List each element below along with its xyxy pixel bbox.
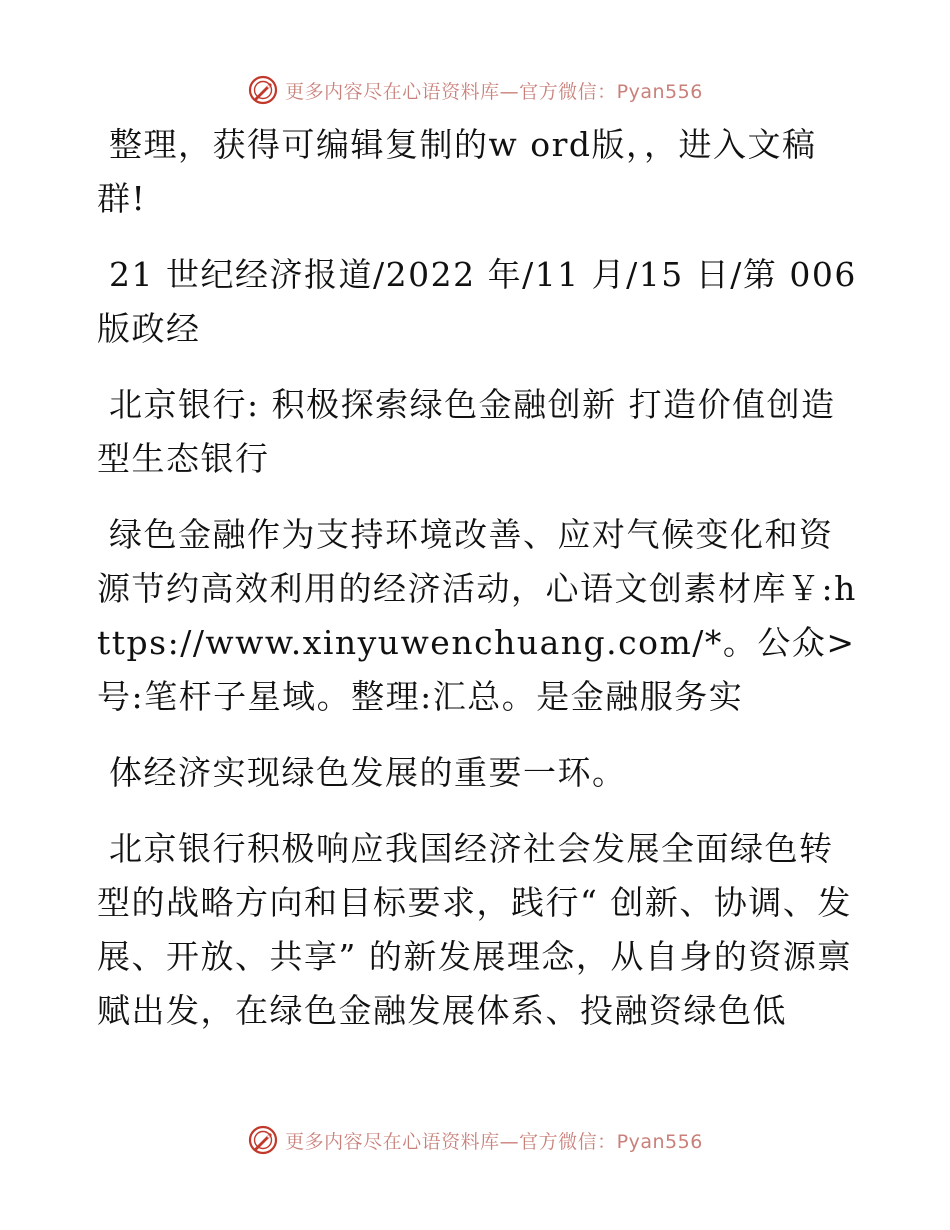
document-body [97, 118, 857, 1060]
header-banner-text: 更多内容尽在心语资料库—官方微信：Pyan556 [285, 80, 703, 103]
pen-nib-logo-icon [247, 1124, 279, 1156]
footer-banner-text: 更多内容尽在心语资料库—官方微信：Pyan556 [285, 1130, 703, 1153]
footer-banner [0, 1120, 950, 1160]
pen-nib-logo-icon [247, 74, 279, 106]
paragraph-intro: 整理，获得可编辑复制的w ord版，，进入文稿群! [97, 125, 817, 218]
paragraph-body-1: 绿色金融作为支持环境改善、应对气候变化和资源节约高效利用的经济活动，心语文创素材库￥:https://www.xinyuwenchuang.com/*。公众>号:笔杆子星域。整理:汇总。是金融服务实 [97, 515, 857, 716]
paragraph-body-2: 体经济实现绿色发展的重要一环。 [109, 753, 627, 792]
article-title: 北京银行: 积极探索绿色金融创新 打造价值创造型生态银行 [97, 385, 836, 478]
paragraph-source-line: 21 世纪经济报道/2022 年/11 月/15 日/第 006 版政经 [97, 255, 857, 348]
paragraph-body-3: 北京银行积极响应我国经济社会发展全面绿色转型的战略方向和目标要求，践行“ 创新、协调、发展、开放、共享” 的新发展理念，从自身的资源禀赋出发，在绿色金融发展体系、投融资绿色低 [97, 829, 852, 1030]
header-banner [0, 70, 950, 110]
